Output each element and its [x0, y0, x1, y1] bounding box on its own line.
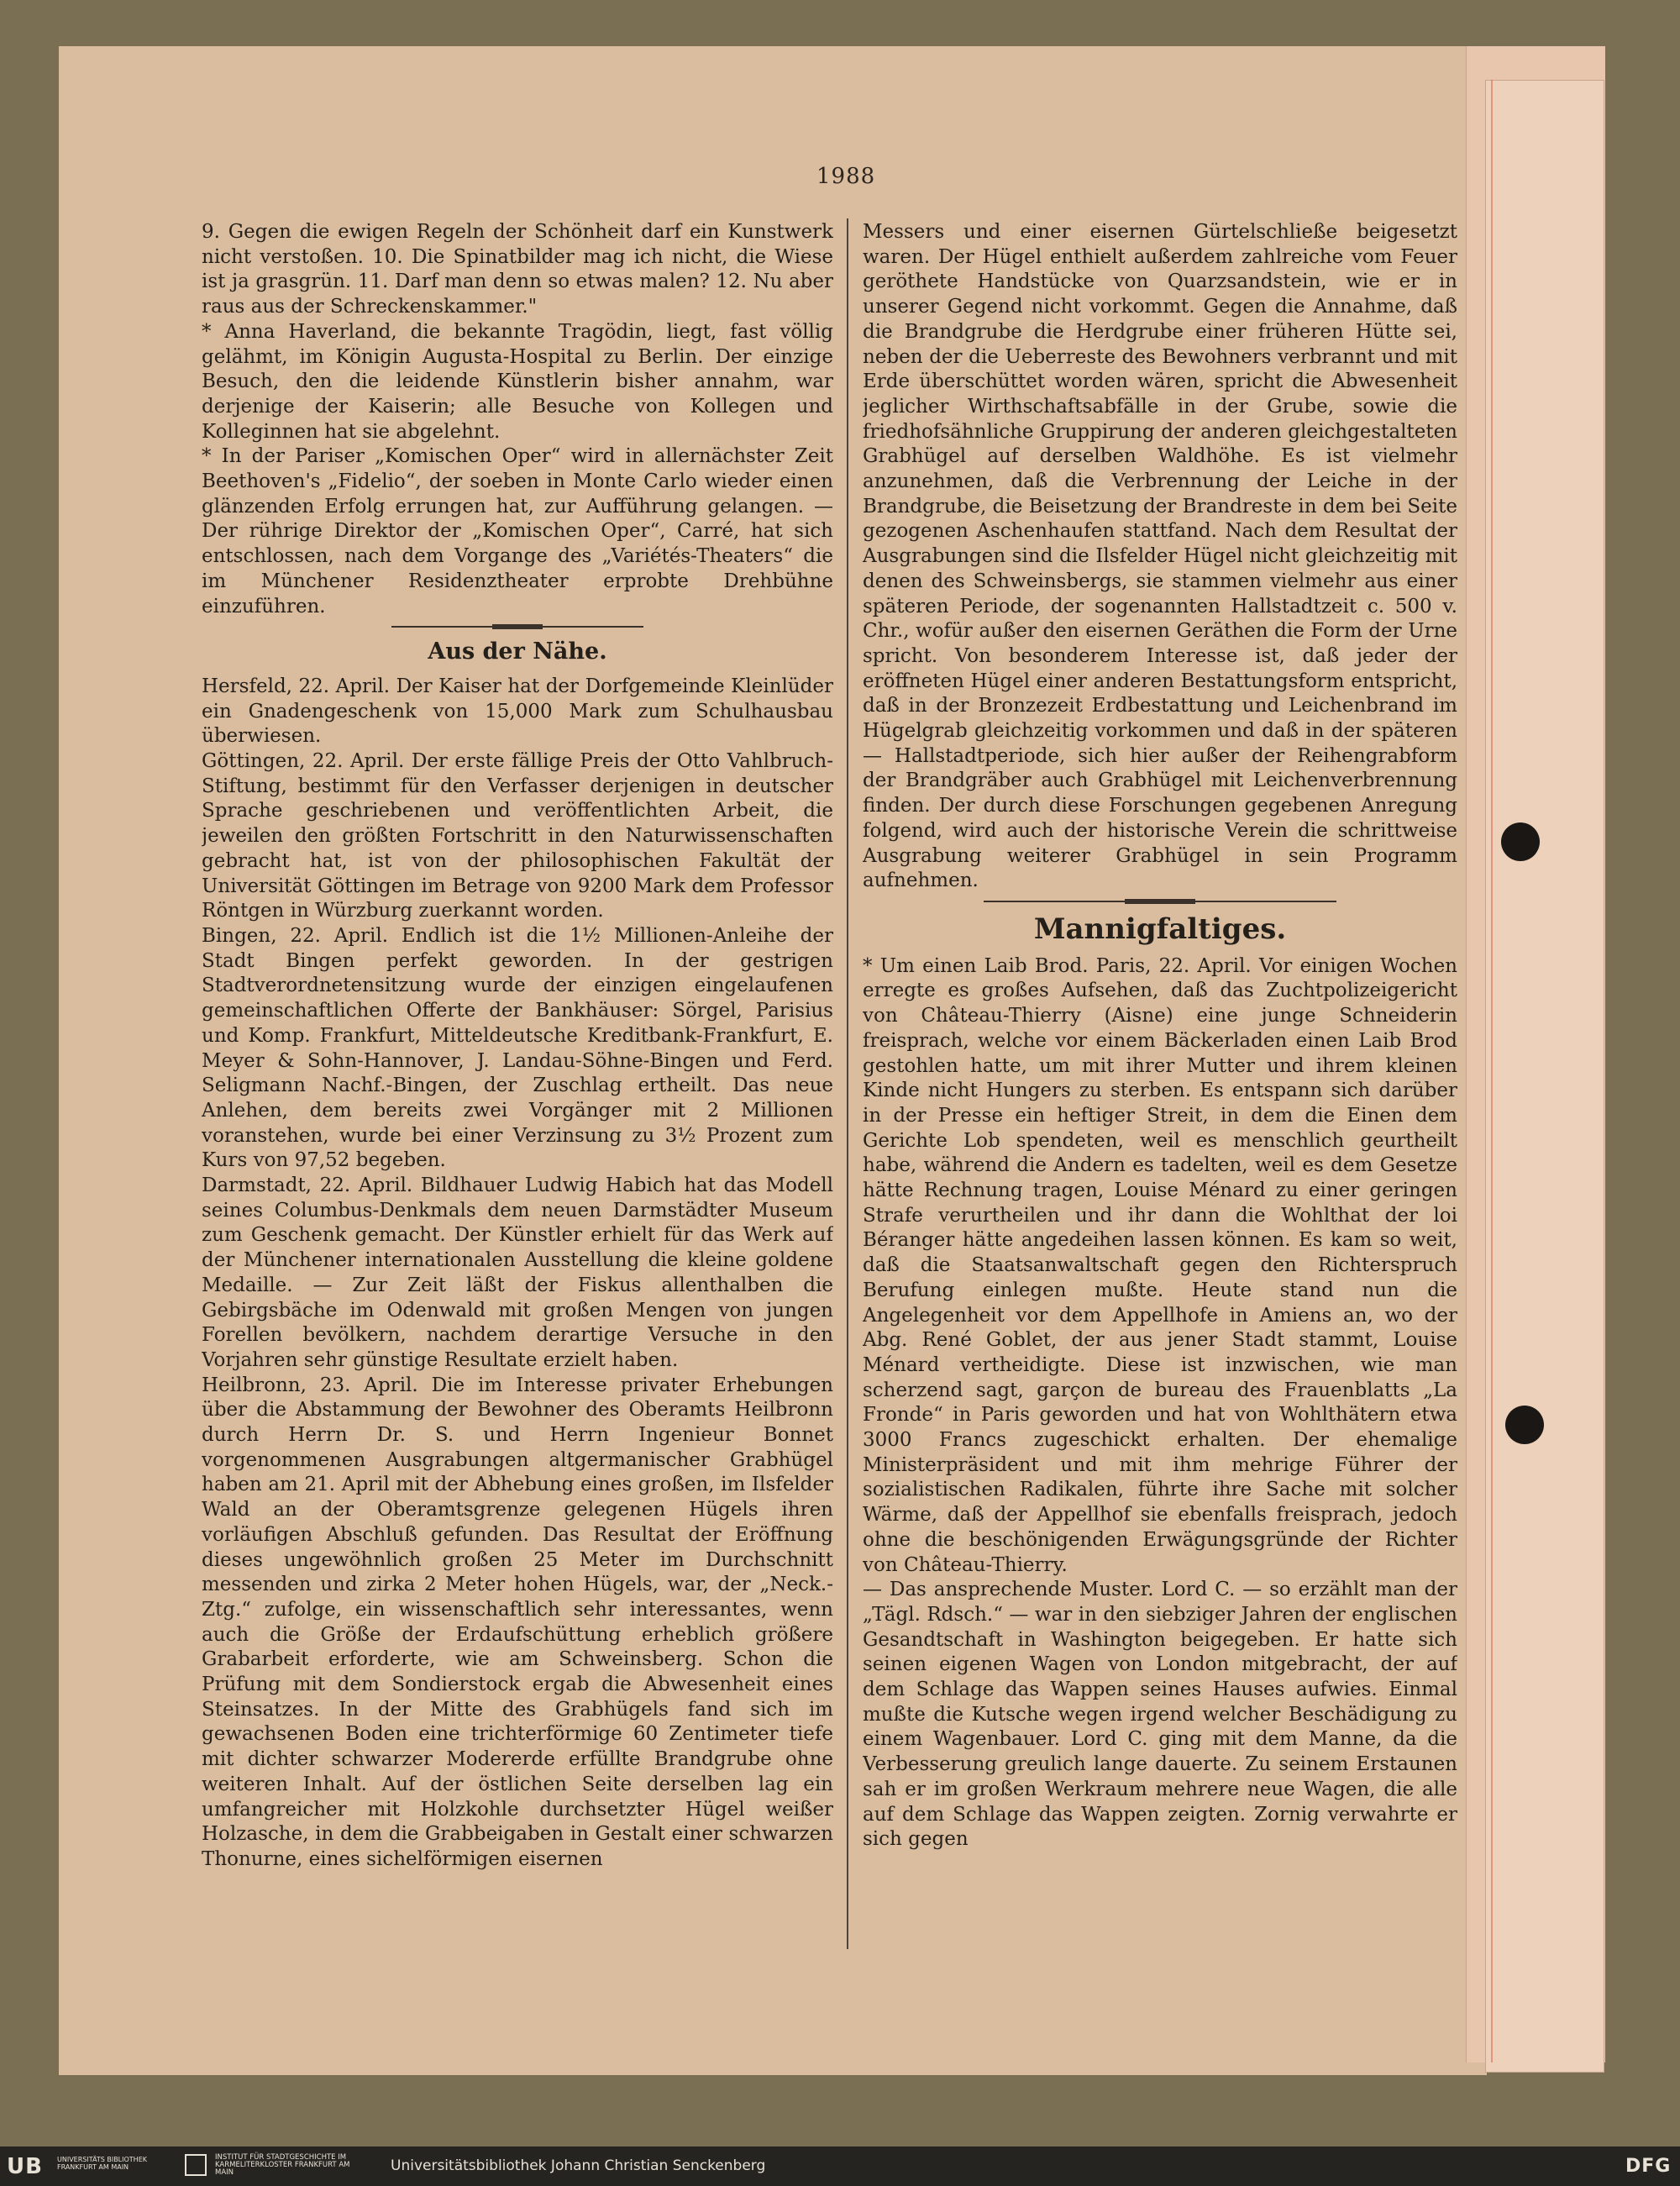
margin-rule-line	[1491, 80, 1493, 2063]
article-paragraph: Heilbronn, 23. April. Die im Interesse privater Erhebungen über die Abstammung der Bewohner des Oberamts Heilbronn durch Herrn Dr. S. und Herrn Ingenieur Bonnet vorgenommenen Ausgrabungen altgermanischer Grabhügel haben am 21. April mit der Abhebung eines großen, im Ilsfelder Wald an der Oberamtsgrenze gelegenen Hügels ihren vorläufigen Abschluß gefunden. Das Resultat der Eröffnung dieses ungewöhnlich großen 25 Meter im Durchschnitt messenden und zirka 2 Meter hohen Hügels, war, der „Neck.-Ztg.“ zufolge, ein wissenschaftlich sehr interessantes, wenn auch die Größe der Erdaufschüttung erheblich größere Grabarbeit erforderte, wie am Schweinsberg. Schon die Prüfung mit dem Sondierstock ergab die Abwesenheit eines Steinsatzes. In der Mitte des Grabhügels fand sich im gewachsenen Boden eine trichterförmige 60 Zentimeter tiefe mit dichter schwarzer Modererde erfüllte Brandgrube ohne weiteren Inhalt. Auf der östlichen Seite derselben lag ein umfangreicher mit Holzkohle durchsetzter Hügel weißer Holzasche, in dem die Grabbeigaben in Gestalt einer schwarzen Thonurne, eines sichelförmigen eisernen	[202, 1374, 833, 1870]
article-paragraph: * Anna Haverland, die bekannte Tragödin, liegt, fast völlig gelähmt, im Königin Augusta-Hospital zu Berlin. Der einzige Besuch, den die leidende Künstlerin bisher annahm, war derjenige der Kaiserin; alle Besuche von Kollegen und Kolleginnen hat sie abgelehnt.	[202, 320, 833, 443]
punch-hole-lower	[1505, 1406, 1544, 1444]
section-heading: Aus der Nähe.	[428, 638, 607, 665]
section-rule	[984, 897, 1336, 906]
ub-logo-mark: UB	[7, 2154, 43, 2179]
article-paragraph: Hersfeld, 22. April. Der Kaiser hat der Dorfgemeinde Kleinlüder ein Gnadengeschenk von 15,000 Mark zum Schulhausbau überwiesen.	[202, 675, 833, 748]
page-number: 1988	[816, 164, 876, 189]
article-paragraph: 9. Gegen die ewigen Regeln der Schönheit darf ein Kunstwerk nicht verstoßen. 10. Die Spinatbilder mag ich nicht, die Wiese ist ja grasgrün. 11. Darf man denn so etwas malen? 12. Nu aber raus aus der Schreckenskammer."	[202, 221, 833, 318]
article-paragraph: * In der Pariser „Komischen Oper“ wird in allernächster Zeit Beethoven's „Fidelio“, der soeben in Monte Carlo wieder einen glänzenden Erfolg errungen hat, zur Aufführung gelangen. — Der rührige Direktor der „Komischen Oper“, Carré, hat sich entschlossen, nach dem Vorgange des „Variétés-Theaters“ die im Münchener Residenztheater erprobte Drehbühne einzuführen.	[202, 445, 833, 617]
article-paragraph: Bingen, 22. April. Endlich ist die 1½ Millionen-Anleihe der Stadt Bingen perfekt geworden. In der gestrigen Stadtverordnetensitzung wurde der einzigen eingelaufenen gemeinschaftlichen Offerte der Bankhäuser: Sörgel, Parisius und Komp. Frankfurt, Mitteldeutsche Kreditbank-Frankfurt, E. Meyer & Sohn-Hannover, J. Landau-Söhne-Bingen und Ferd. Seligmann Nachf.-Bingen, der Zuschlag ertheilt. Das neue Anlehen, dem bereits zwei Vorgänger mit 2 Millionen voranstehen, wurde bei einer Verzinsung zu 3½ Prozent zum Kurs von 97,52 begeben.	[202, 924, 833, 1172]
article-paragraph: — Das ansprechende Muster. Lord C. — so erzählt man der „Tägl. Rdsch.“ — war in den siebziger Jahren der englischen Gesandtschaft in Washington beigegeben. Er hatte sich seinen eigenen Wagen von London mitgebracht, der auf dem Schlage das Wappen seines Hauses aufwies. Einmal mußte die Kutsche wegen irgend welcher Beschädigung zu einem Wagenbauer. Lord C. ging mit dem Manne, da die Verbesserung greulich lange dauerte. Zu seinem Erstaunen sah er im großen Werkraum mehrere neue Wagen, die alle auf dem Schlage das Wappen zeigten. Zornig verwahrte er sich gegen	[863, 1579, 1457, 1851]
library-name: Universitätsbibliothek Johann Christian Senckenberg	[391, 2157, 766, 2174]
column-divider	[847, 218, 848, 1949]
article-paragraph: Göttingen, 22. April. Der erste fällige Preis der Otto Vahlbruch-Stiftung, bestimmt für den Verfasser derjenigen in deutscher Sprache geschriebenen und veröffentlichten Arbeit, die jeweilen den größten Fortschritt in den Naturwissenschaften gebracht hat, ist von der philosophischen Fakultät der Universität Göttingen im Betrage von 9200 Mark dem Professor Röntgen in Würzburg zuerkannt worden.	[202, 750, 833, 922]
section-rule	[391, 623, 643, 631]
article-paragraph: Messers und einer eisernen Gürtelschließe beigesetzt waren. Der Hügel enthielt außerdem zahlreiche vom Feuer geröthete Handstücke von Quarzsandstein, wie er in unserer Gegend nicht vorkommt. Gegen die Annahme, daß die Brandgrube die Herdgrube einer früheren Hütte sei, neben der die Ueberreste des Bewohners verbrannt und mit Erde überschüttet worden wären, spricht die Abwesenheit jeglicher Wirthschaftsabfälle in der Grube, sowie die friedhofsähnliche Gruppirung der anderen gleichgestalteten Grabhügel auf derselben Waldhöhe. Es ist vielmehr anzunehmen, daß die Verbrennung der Leiche in der Brandgrube, die Beisetzung der Brandreste in dem bei Seite gezogenen Aschenhaufen stattfand. Nach dem Resultat der Ausgrabungen sind die Ilsfelder Hügel nicht gleichzeitig mit denen des Schweinsbergs, sie stammen vielmehr aus einer späteren Periode, der sogenannten Hallstadtzeit c. 500 v. Chr., wofür außer den eisernen Geräthen die Form der Urne spricht. Von besonderem Interesse ist, daß jeder der eröffneten Hügel einer anderen Bestattungsform entspricht, daß in der Bronzezeit Erdbestattung und Leichenbrand im Hügelgrab gleichzeitig vorkommen und daß in der späteren — Hallstadtperiode, sich hier außer der Reihengrabform der Brandgräber auch Grabhügel mit Leichenverbrennung finden. Der durch diese Forschungen gegebenen Anregung folgend, wird auch der historische Verein die schrittweise Ausgrabung weiterer Grabhügel in sein Programm aufnehmen.	[863, 221, 1457, 892]
punch-hole-upper	[1501, 822, 1540, 861]
right-column	[863, 220, 1457, 1951]
dfg-logo[interactable]: DFG	[1625, 2156, 1672, 2177]
section-heading: Mannigfaltiges.	[1033, 912, 1287, 946]
institute-logo-text: INSTITUT FÜR STADTGESCHICHTE IM KARMELITERKLOSTER FRANKFURT AM MAIN	[215, 2153, 350, 2177]
article-paragraph: Darmstadt, 22. April. Bildhauer Ludwig Habich hat das Modell seines Columbus-Denkmals dem neuen Darmstädter Museum zum Geschenk gemacht. Der Künstler erhielt für das Werk auf der Münchener internationalen Ausstellung die kleine goldene Medaille. — Zur Zeit läßt der Fiskus allenthalben die Gebirgsbäche im Odenwald mit großen Mengen von jungen Forellen bevölkern, nachdem derartige Versuche in den Vorjahren sehr günstige Resultate erzielt haben.	[202, 1174, 833, 1371]
ruled-paper-strip	[1485, 80, 1604, 2073]
institute-icon	[185, 2154, 207, 2176]
ub-logo-text: UNIVERSITÄTS BIBLIOTHEK FRANKFURT AM MAIN	[57, 2156, 147, 2171]
ub-logo[interactable]	[7, 2154, 175, 2179]
left-column	[202, 220, 833, 1951]
institute-logo[interactable]	[185, 2154, 370, 2179]
article-paragraph: * Um einen Laib Brod. Paris, 22. April. Vor einigen Wochen erregte es großes Aufsehen, daß das Zuchtpolizeigericht von Château-Thierry (Aisne) eine junge Schneiderin freisprach, welche vor einem Bäckerladen einen Laib Brod gestohlen hatte, um mit ihrer Mutter und ihrem kleinen Kinde nicht Hungers zu sterben. Es entspann sich darüber in der Presse ein heftiger Streit, in dem die Einen dem Gerichte Lob spendeten, weil es menschlich geurtheilt habe, während die Andern es tadelten, weil es dem Gesetze hätte Rechnung tragen, Louise Ménard zu einer geringen Strafe verurtheilen und ihr dann die Wohlthat der loi Béranger hätte angedeihen lassen können. Es kam so weit, daß die Staatsanwaltschaft gegen den Richterspruch Berufung einlegen mußte. Heute stand nun die Angelegenheit vor dem Appellhofe in Amiens an, wo der Abg. René Goblet, der aus jener Stadt stammt, Louise Ménard vertheidigte. Diese ist inzwischen, wie man scherzend sagt, garçon de bureau des Frauenblatts „La Fronde“ in Paris geworden und hat von Wohlthätern etwa 3000 Francs zugeschickt erhalten. Der ehemalige Ministerpräsident und mit ihm mehrige Führer der sozialistischen Radikalen, führte ihre Sache mit solcher Wärme, daß der Appellhof sie ebenfalls freisprach, jedoch ohne die beschönigenden Erwägungsgründe der Richter von Château-Thierry.	[863, 954, 1457, 1576]
footer-bar	[0, 2147, 1680, 2186]
